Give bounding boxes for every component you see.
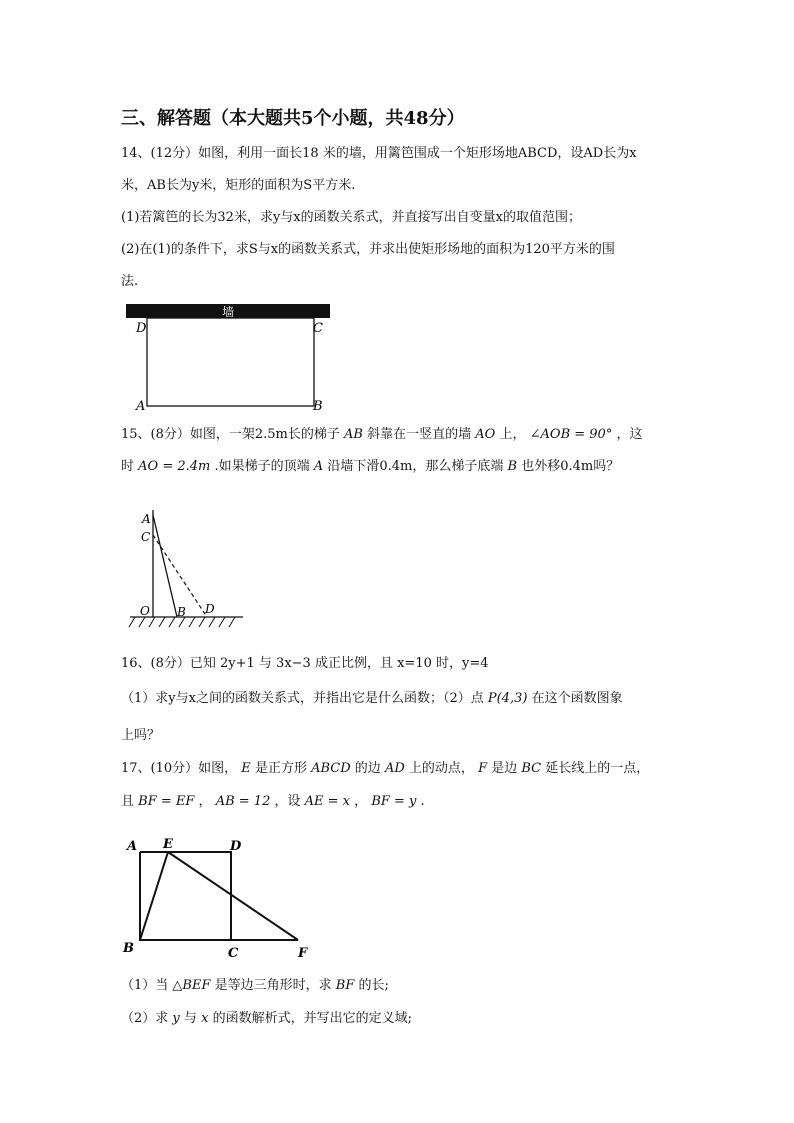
q15-figure bbox=[125, 505, 255, 635]
q14-line2: 米，AB长为y米，矩形的面积为S平方米. bbox=[121, 178, 356, 193]
label-b: B bbox=[313, 399, 323, 414]
label-c: C bbox=[141, 530, 151, 544]
label-b: B bbox=[123, 941, 134, 956]
segment-be bbox=[140, 852, 168, 940]
q14-figure bbox=[120, 300, 340, 418]
q14-part2a: (2)在(1)的条件下，求S与x的函数关系式，并求出使矩形场地的面积为120平方米的围 bbox=[121, 242, 615, 257]
q15-line1: 15、(8分）如图，一架2.5m长的梯子 AB 斜靠在一竖直的墙 AO 上， ∠AOB = 90° ，这 bbox=[121, 427, 643, 442]
q14-part2b: 法. bbox=[121, 274, 139, 289]
label-f: F bbox=[298, 946, 308, 961]
label-a: A bbox=[127, 839, 138, 854]
q15-line2: 时 AO = 2.4m .如果梯子的顶端 A 沿墙下滑0.4m，那么梯子底端 B 也外移0.4m吗？ bbox=[121, 459, 620, 474]
label-o: O bbox=[140, 604, 150, 618]
label-a: A bbox=[142, 512, 151, 526]
q17-figure bbox=[118, 833, 323, 965]
q16-line3: 上吗？ bbox=[121, 728, 161, 743]
q17-line2: 且 BF = EF ， AB = 12 ，设 AE = x ， BF = y . bbox=[121, 794, 425, 809]
label-a: A bbox=[136, 399, 146, 414]
section-title: 三、解答题（本大题共5个小题，共48分） bbox=[121, 108, 465, 129]
label-e: E bbox=[163, 837, 173, 852]
label-d: D bbox=[136, 321, 147, 336]
label-c: C bbox=[313, 321, 323, 336]
q17-line1: 17、(10分）如图， E 是正方形 ABCD 的边 AD 上的动点， F 是边 BC 延长线上的一点， bbox=[121, 761, 650, 776]
q17-part2: （2）求 y 与 x 的函数解析式，并写出它的定义域; bbox=[121, 1011, 412, 1026]
label-d: D bbox=[205, 602, 215, 616]
q16-line2: （1）求y与x之间的函数关系式，并指出它是什么函数；（2）点 P(4,3) 在这个函数图象 bbox=[121, 691, 623, 706]
wall-label: 墙 bbox=[221, 305, 235, 319]
q17-part1: （1）当 △BEF 是等边三角形时，求 BF 的长; bbox=[121, 978, 389, 993]
segment-ef bbox=[168, 852, 298, 940]
label-c: C bbox=[228, 946, 239, 961]
rectangle-abcd bbox=[147, 318, 314, 406]
q16-line1: 16、(8分）已知 2y+1 与 3x−3 成正比例，且 x=10 时，y=4 bbox=[121, 656, 489, 671]
q14-line1: 14、(12分）如图，利用一面长18 米的墙，用篱笆围成一个矩形场地ABCD，设AD长为x bbox=[121, 146, 637, 161]
label-b: B bbox=[177, 605, 186, 619]
label-d: D bbox=[230, 839, 242, 854]
q14-part1: (1)若篱笆的长为32米，求y与x的函数关系式，并直接写出自变量x的取值范围； bbox=[121, 210, 581, 225]
